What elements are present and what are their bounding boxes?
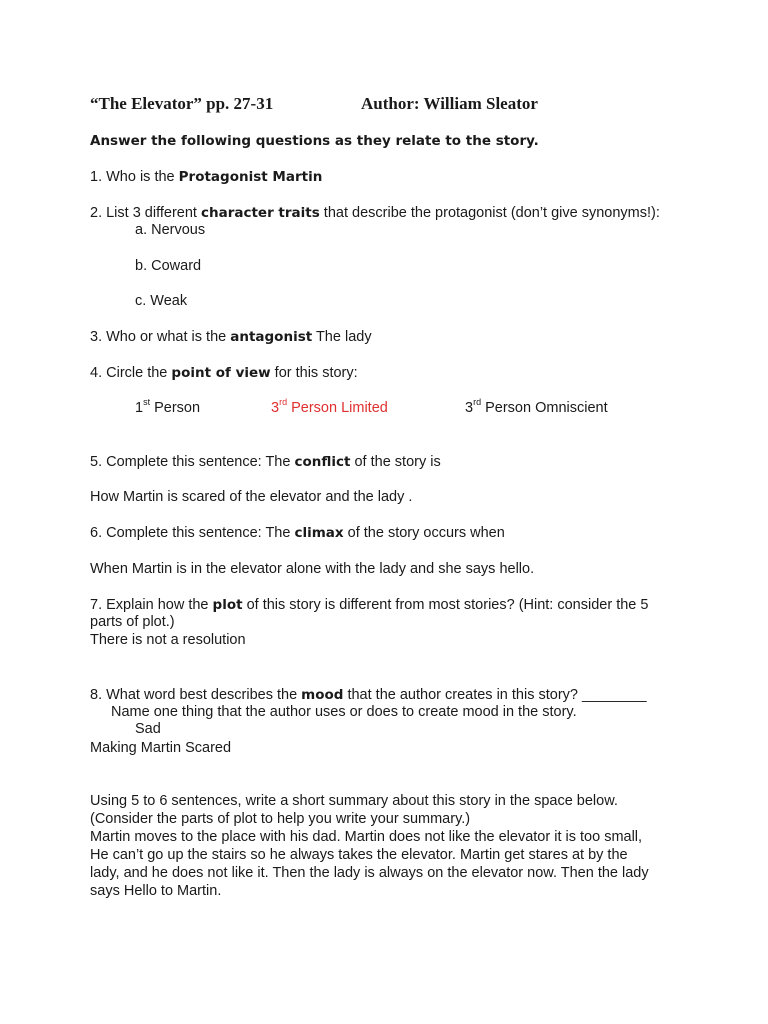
question-1-answer: Protagonist Martin [178,169,323,185]
question-5-text: 5. Complete this sentence: The [90,454,295,470]
question-5-keyword: conflict [294,454,351,470]
question-8-answer-mood: Sad [135,721,161,737]
question-8-text: 8. What word best describes the [90,687,302,703]
question-2-text: 2. List 3 different [90,205,201,221]
trait-c: c. Weak [135,293,188,309]
question-8-text-end: that the author creates in this story? ________ [343,687,647,703]
worksheet-title: “The Elevator” pp. 27-31 [90,94,274,113]
question-7-answer: There is not a resolution [90,632,246,648]
pov-option-1-sup: st [143,397,151,408]
pov-option-1-num: 1 [135,400,144,416]
pov-option-3-sup: rd [473,397,482,408]
question-3-answer: The lady [312,329,372,345]
summary-prompt: Using 5 to 6 sentences, write a short summary about this story in the space below. [90,793,618,809]
pov-option-2-label: Person Limited [287,400,388,416]
question-2-text-end: that describe the protagonist (don’t give synonyms!): [319,205,660,221]
question-4-keyword: point of view [171,365,271,381]
question-2-keyword: character traits [200,205,320,221]
question-3 [90,328,372,346]
pov-option-first-person [135,399,200,417]
summary-line: lady, and he does not like it. Then the lady is always on the elevator now. Then the lady [90,865,649,881]
summary-prompt-hint: (Consider the parts of plot to help you write your summary.) [90,811,471,827]
question-8-line-2: Name one thing that the author uses or does to create mood in the story. [111,704,577,720]
question-6-text-end: of the story occurs when [343,525,505,541]
trait-b: b. Coward [135,258,202,274]
question-6 [90,524,505,542]
pov-option-3-label: Person Omniscient [481,400,608,416]
instructions: Answer the following questions as they relate to the story. [90,133,539,149]
author-line: Author: William Sleator [361,94,538,113]
question-5 [90,453,441,471]
question-8 [90,686,647,704]
summary-line: Martin moves to the place with his dad. Martin does not like the elevator it is too small, [90,829,643,845]
question-6-answer: When Martin is in the elevator alone with the lady and she says hello. [90,561,535,577]
question-3-keyword: antagonist [230,329,313,345]
summary-line: says Hello to Martin. [90,883,222,899]
question-8-keyword: mood [301,687,344,703]
pov-option-third-limited [271,399,388,417]
summary-line: He can’t go up the stairs so he always takes the elevator. Martin get stares at by the [90,847,628,863]
trait-a: a. Nervous [135,222,206,238]
pov-option-third-omniscient [465,399,608,417]
question-8-answer-device: Making Martin Scared [90,740,232,756]
question-7-text-end: of this story is different from most stories? (Hint: consider the 5 [242,597,649,613]
question-7 [90,596,648,614]
question-4-text: 4. Circle the [90,365,172,381]
question-4-text-end: for this story: [270,365,358,381]
question-5-answer: How Martin is scared of the elevator and the lady . [90,489,413,505]
question-2 [90,204,660,222]
pov-option-3-num: 3 [465,400,474,416]
question-6-keyword: climax [294,525,344,541]
question-7-line-2: parts of plot.) [90,614,175,630]
pov-option-2-num: 3 [271,400,280,416]
question-1-text: 1. Who is the [90,169,179,185]
question-4 [90,364,358,382]
question-7-keyword: plot [212,597,243,613]
question-1 [90,168,322,186]
pov-option-2-sup: rd [279,397,288,408]
question-7-text: 7. Explain how the [90,597,213,613]
question-3-text: 3. Who or what is the [90,329,231,345]
question-5-text-end: of the story is [350,454,441,470]
pov-option-1-label: Person [150,400,201,416]
question-6-text: 6. Complete this sentence: The [90,525,295,541]
